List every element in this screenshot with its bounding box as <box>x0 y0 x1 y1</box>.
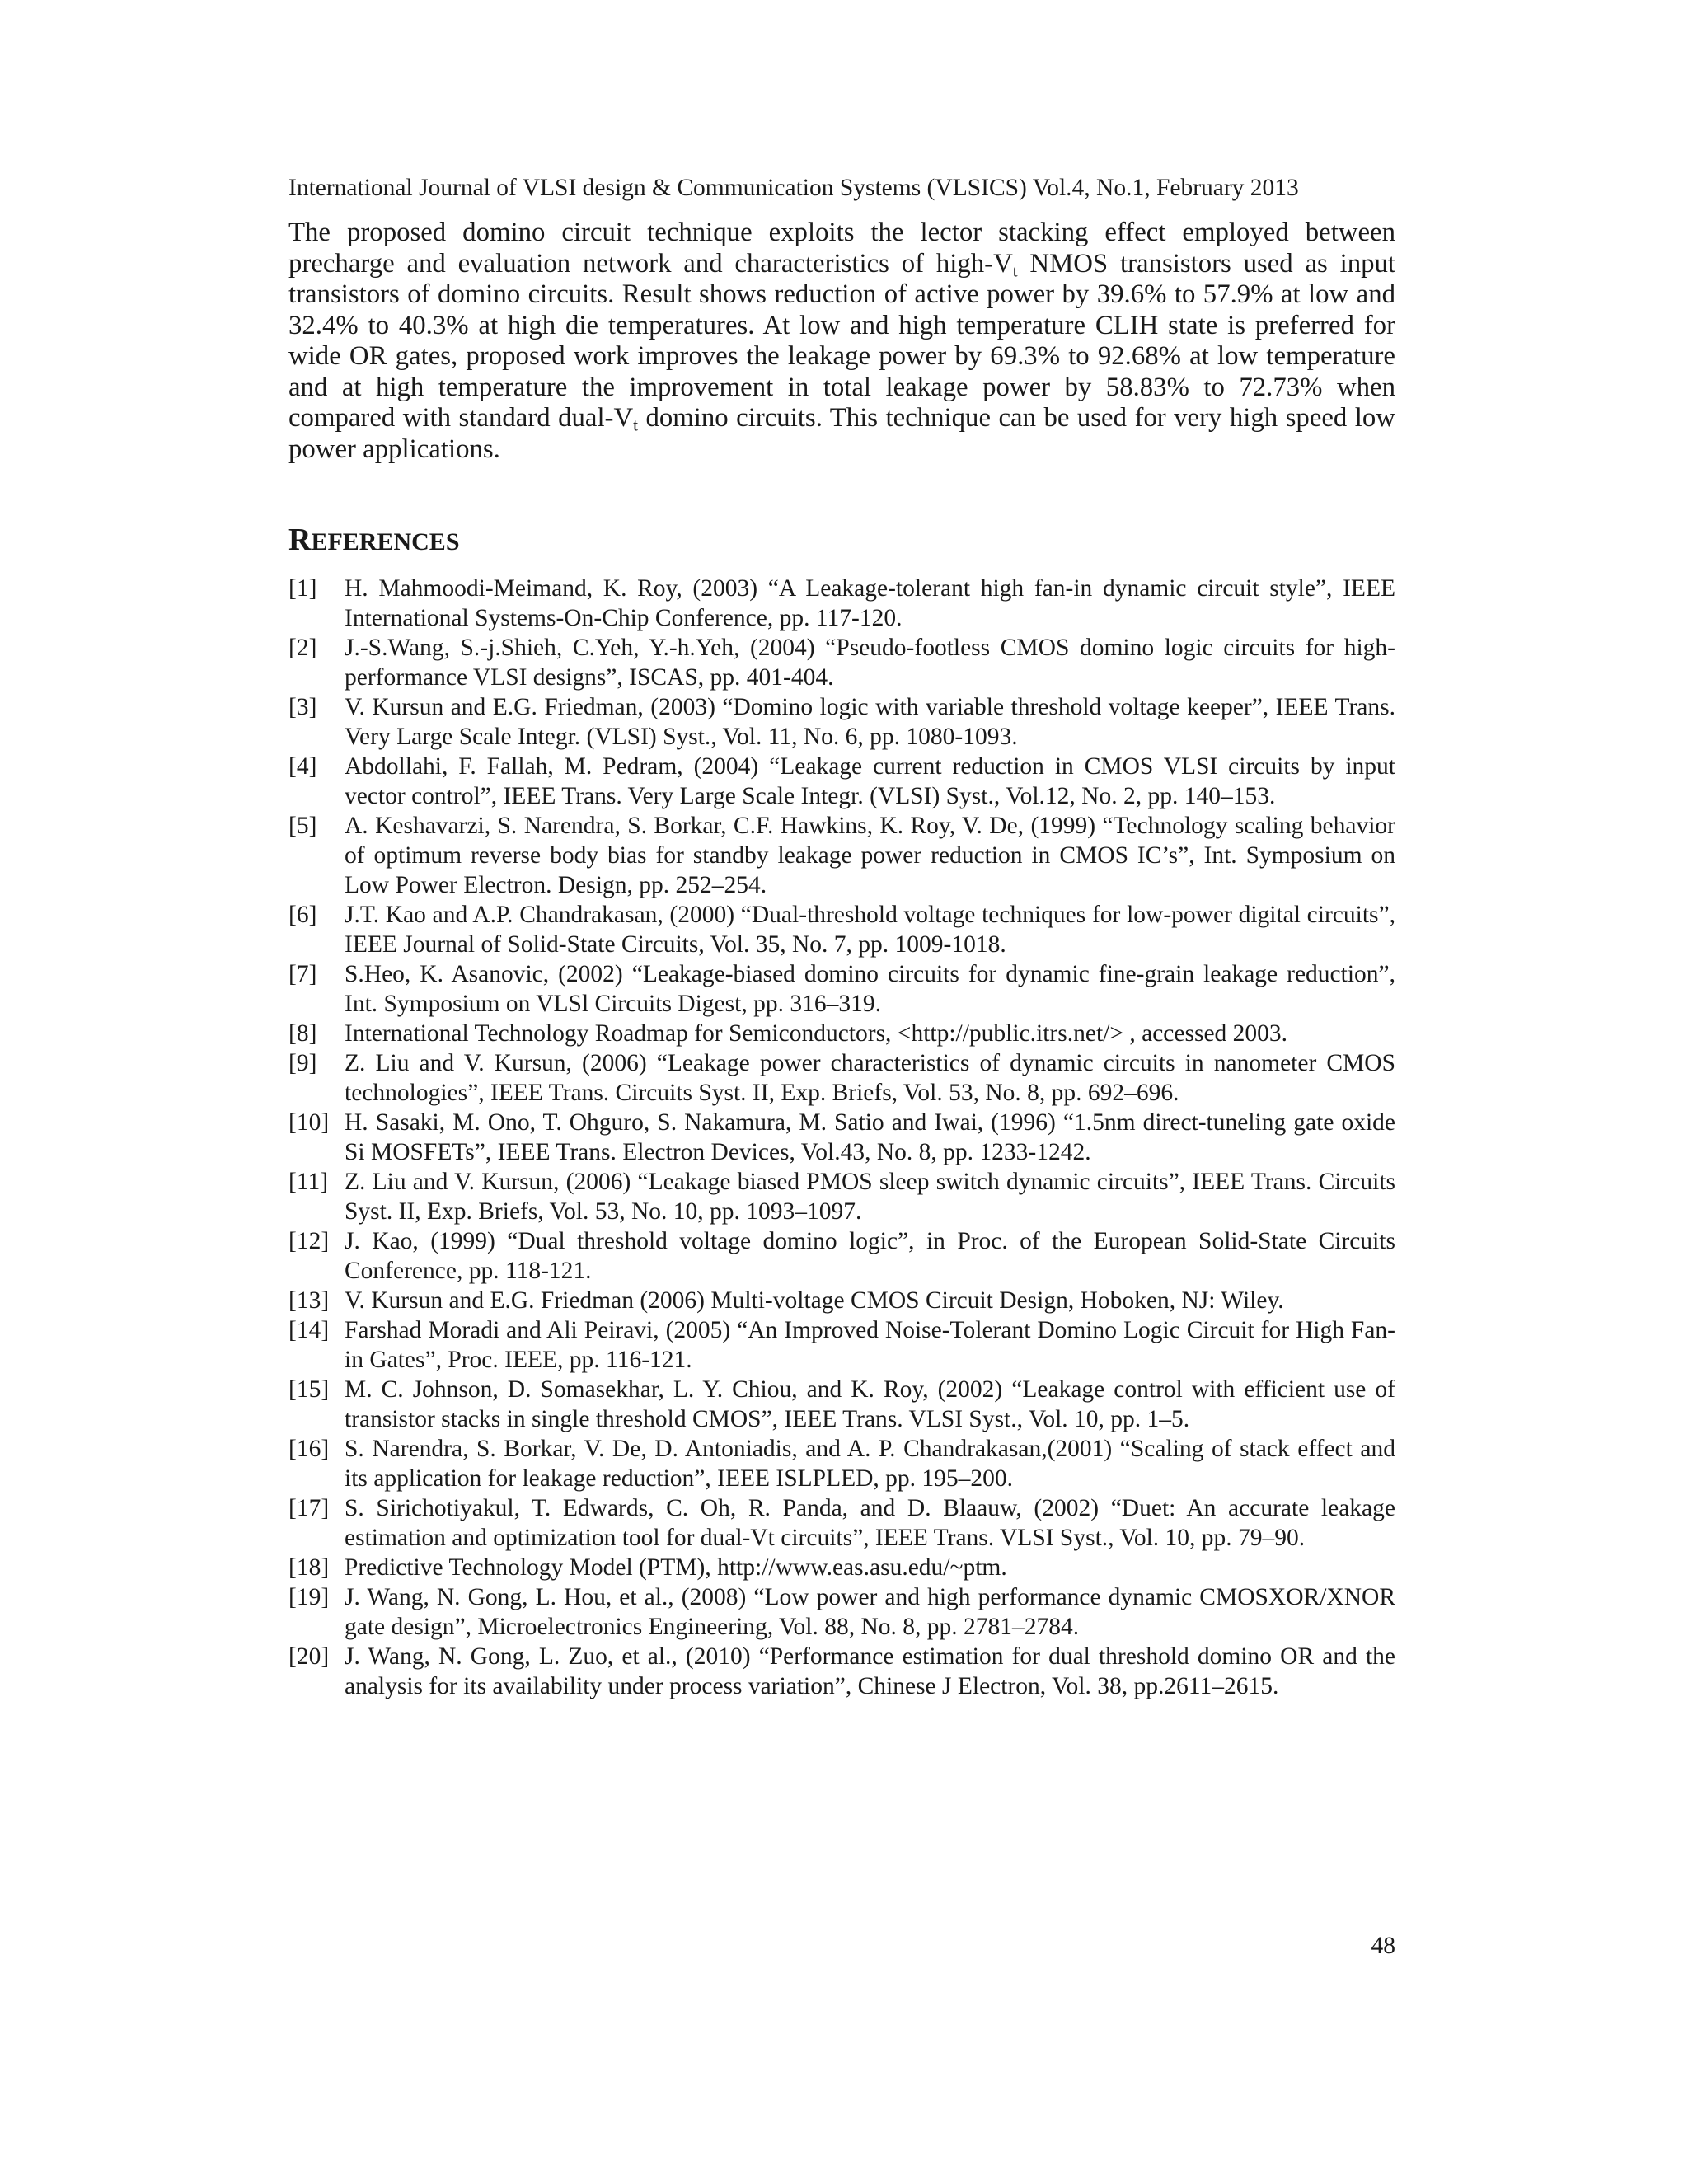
conclusion-paragraph <box>288 218 1395 465</box>
reference-text: Abdollahi, F. Fallah, M. Pedram, (2004) “Leakage current reduction in CMOS VLSI circuits by input vector control”, IEEE Trans. Very Large Scale Integr. (VLSI) Syst., Vol.12, No. 2, pp. 140–153. <box>345 753 1395 809</box>
reference-number: [3] <box>288 694 317 720</box>
reference-text: H. Sasaki, M. Ono, T. Ohguro, S. Nakamura, M. Satio and Iwai, (1996) “1.5nm direct-tuneling gate oxide Si MOSFETs”, IEEE Trans. Electron Devices, Vol.43, No. 8, pp. 1233-1242. <box>345 1109 1395 1165</box>
references-heading-initial: R <box>288 523 312 557</box>
references-heading-rest: EFERENCES <box>311 528 460 555</box>
reference-number: [20] <box>288 1643 330 1670</box>
reference-text: Z. Liu and V. Kursun, (2006) “Leakage biased PMOS sleep switch dynamic circuits”, IEEE Trans. Circuits Syst. II, Exp. Briefs, Vol. 53, No. 10, pp. 1093–1097. <box>345 1169 1395 1225</box>
reference-number: [10] <box>288 1109 330 1136</box>
references-heading <box>288 522 460 560</box>
reference-item <box>288 1434 1395 1493</box>
reference-number: [13] <box>288 1287 330 1314</box>
reference-text: Predictive Technology Model (PTM), http://www.eas.asu.edu/~ptm. <box>345 1554 1007 1581</box>
conclusion-text-2: NMOS transistors used as input transistors of domino circuits. Result shows reduction of active power by 39.6% to 57.9% at low and 32.4% to 40.3% at high die temperatures. At low and high temperature CLIH state is preferred for wide OR gates, proposed work improves the leakage power by 69.3% to 92.68% at low temperature and at high temperature the improvement in total leakage power by 58.83% to 72.73% when compared with standard dual-V <box>288 248 1395 433</box>
reference-item <box>288 1286 1395 1315</box>
reference-number: [17] <box>288 1495 330 1521</box>
reference-text: J. Wang, N. Gong, L. Zuo, et al., (2010) “Performance estimation for dual threshold domino OR and the analysis for its availability under process variation”, Chinese J Electron, Vol. 38, pp.2611–2615. <box>345 1643 1395 1699</box>
reference-number: [2] <box>288 635 317 661</box>
conclusion-text-1: The proposed domino circuit technique exploits the lector stacking effect employed between precharge and evaluation network and characteristics of high-V <box>288 218 1395 279</box>
reference-number: [9] <box>288 1050 317 1076</box>
reference-number: [6] <box>288 902 317 928</box>
reference-text: M. C. Johnson, D. Somasekhar, L. Y. Chiou, and K. Roy, (2002) “Leakage control with efficient use of transistor stacks in single threshold CMOS”, IEEE Trans. VLSI Syst., Vol. 10, pp. 1–5. <box>345 1376 1395 1432</box>
reference-text: V. Kursun and E.G. Friedman, (2003) “Domino logic with variable threshold voltage keeper”, IEEE Trans. Very Large Scale Integr. (VLSI) Syst., Vol. 11, No. 6, pp. 1080-1093. <box>345 694 1395 750</box>
reference-text: S. Narendra, S. Borkar, V. De, D. Antoniadis, and A. P. Chandrakasan,(2001) “Scaling of stack effect and its application for leakage reduction”, IEEE ISLPLED, pp. 195–200. <box>345 1436 1395 1492</box>
reference-text: J.T. Kao and A.P. Chandrakasan, (2000) “Dual-threshold voltage techniques for low-power digital circuits”, IEEE Journal of Solid-State Circuits, Vol. 35, No. 7, pp. 1009-1018. <box>345 902 1395 958</box>
running-header: International Journal of VLSI design & Communication Systems (VLSICS) Vol.4, No.1, February 2013 <box>288 175 1299 201</box>
reference-text: Farshad Moradi and Ali Peiravi, (2005) “An Improved Noise-Tolerant Domino Logic Circuit for High Fan-in Gates”, Proc. IEEE, pp. 116-121. <box>345 1317 1395 1373</box>
reference-text: S. Sirichotiyakul, T. Edwards, C. Oh, R. Panda, and D. Blaauw, (2002) “Duet: An accurate leakage estimation and optimization tool for dual-Vt circuits”, IEEE Trans. VLSI Syst., Vol. 10, pp. 79–90. <box>345 1495 1395 1551</box>
reference-item <box>288 1642 1395 1701</box>
reference-number: [8] <box>288 1020 317 1047</box>
reference-text: Z. Liu and V. Kursun, (2006) “Leakage power characteristics of dynamic circuits in nanometer CMOS technologies”, IEEE Trans. Circuits Syst. II, Exp. Briefs, Vol. 53, No. 8, pp. 692–696. <box>345 1050 1395 1106</box>
reference-text: International Technology Roadmap for Semiconductors, <http://public.itrs.net/> , accessed 2003. <box>345 1020 1288 1047</box>
reference-text: J.-S.Wang, S.-j.Shieh, C.Yeh, Y.-h.Yeh, (2004) “Pseudo-footless CMOS domino logic circuits for high-performance VLSI designs”, ISCAS, pp. 401-404. <box>345 635 1395 691</box>
reference-item <box>288 752 1395 811</box>
reference-number: [4] <box>288 753 317 780</box>
reference-item <box>288 1553 1395 1582</box>
reference-number: [18] <box>288 1554 330 1581</box>
reference-item <box>288 1582 1395 1642</box>
reference-text: J. Kao, (1999) “Dual threshold voltage domino logic”, in Proc. of the European Solid-State Circuits Conference, pp. 118-121. <box>345 1228 1395 1284</box>
reference-number: [12] <box>288 1228 330 1254</box>
reference-item <box>288 1048 1395 1108</box>
page-number: 48 <box>1371 1933 1395 1959</box>
reference-item <box>288 1375 1395 1434</box>
reference-text: V. Kursun and E.G. Friedman (2006) Multi-voltage CMOS Circuit Design, Hoboken, NJ: Wiley. <box>345 1287 1284 1314</box>
reference-number: [7] <box>288 961 317 987</box>
reference-item <box>288 811 1395 900</box>
reference-item <box>288 900 1395 959</box>
reference-number: [16] <box>288 1436 330 1462</box>
reference-item <box>288 1108 1395 1167</box>
reference-text: S.Heo, K. Asanovic, (2002) “Leakage-biased domino circuits for dynamic fine-grain leakage reduction”, Int. Symposium on VLSl Circuits Digest, pp. 316–319. <box>345 961 1395 1017</box>
reference-item <box>288 959 1395 1019</box>
reference-number: [15] <box>288 1376 330 1403</box>
subscript-t: t <box>1012 260 1018 280</box>
reference-item <box>288 1493 1395 1553</box>
reference-number: [5] <box>288 813 317 839</box>
reference-number: [19] <box>288 1584 330 1610</box>
reference-number: [1] <box>288 575 317 602</box>
reference-text: J. Wang, N. Gong, L. Hou, et al., (2008) “Low power and high performance dynamic CMOSXOR/XNOR gate design”, Microelectronics Engineering, Vol. 88, No. 8, pp. 2781–2784. <box>345 1584 1395 1640</box>
reference-item <box>288 1167 1395 1226</box>
reference-list <box>288 574 1395 1701</box>
reference-number: [14] <box>288 1317 330 1343</box>
reference-item <box>288 1226 1395 1286</box>
reference-text: A. Keshavarzi, S. Narendra, S. Borkar, C.F. Hawkins, K. Roy, V. De, (1999) “Technology scaling behavior of optimum reverse body bias for standby leakage power reduction in CMOS IC’s”, Int. Symposium on Low Power Electron. Design, pp. 252–254. <box>345 813 1395 898</box>
reference-item <box>288 1315 1395 1375</box>
reference-item <box>288 574 1395 633</box>
reference-text: H. Mahmoodi-Meimand, K. Roy, (2003) “A Leakage-tolerant high fan-in dynamic circuit style”, IEEE International Systems-On-Chip Conference, pp. 117-120. <box>345 575 1395 631</box>
reference-item <box>288 692 1395 752</box>
conclusion-text-3: domino circuits. This technique can be used for very high speed low power applications. <box>288 403 1395 464</box>
reference-number: [11] <box>288 1169 329 1195</box>
reference-item <box>288 1019 1395 1048</box>
reference-item <box>288 633 1395 692</box>
subscript-t: t <box>633 415 639 435</box>
